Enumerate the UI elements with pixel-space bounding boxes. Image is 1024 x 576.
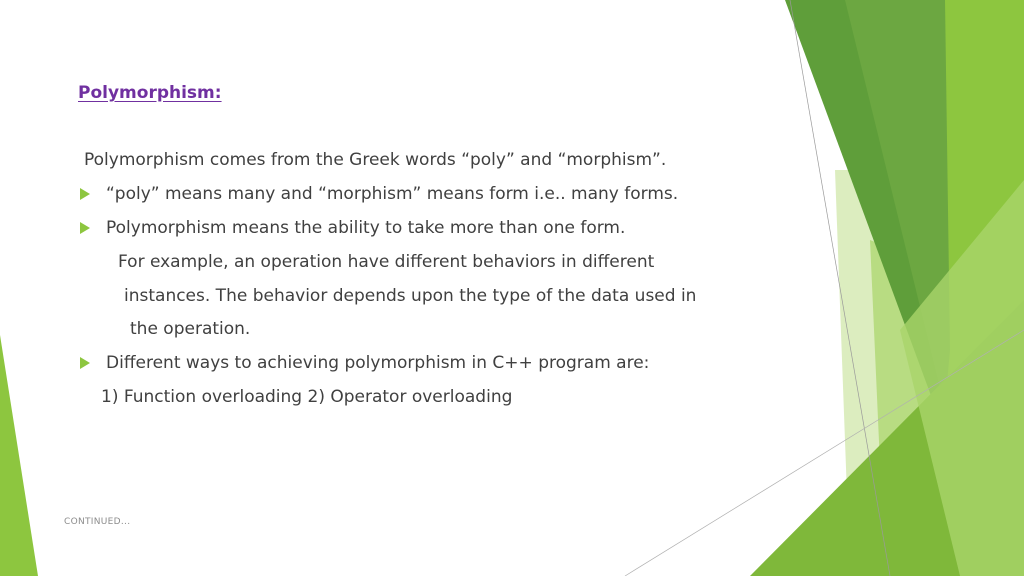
ways-list: 1) Function overloading 2) Operator overloading: [101, 387, 513, 407]
example-line-1: For example, an operation have different behaviors in different: [118, 252, 655, 272]
bullet-arrow-icon: [80, 188, 90, 200]
example-line-2: instances. The behavior depends upon the type of the data used in: [124, 286, 697, 306]
bullet-ability: Polymorphism means the ability to take more than one form.: [106, 218, 626, 238]
left-green-sliver: [0, 335, 38, 576]
bullet-ways: Different ways to achieving polymorphism in C++ program are:: [106, 353, 650, 373]
slide-title: Polymorphism:: [78, 83, 222, 103]
bullet-arrow-icon: [80, 222, 90, 234]
footer-continued: CONTINUED...: [64, 517, 131, 527]
bullet-arrow-icon: [80, 357, 90, 369]
bullet-poly-meaning: “poly” means many and “morphism” means form i.e.. many forms.: [106, 184, 679, 204]
example-line-3: the operation.: [130, 319, 251, 339]
intro-text: Polymorphism comes from the Greek words “poly” and “morphism”.: [84, 150, 667, 170]
